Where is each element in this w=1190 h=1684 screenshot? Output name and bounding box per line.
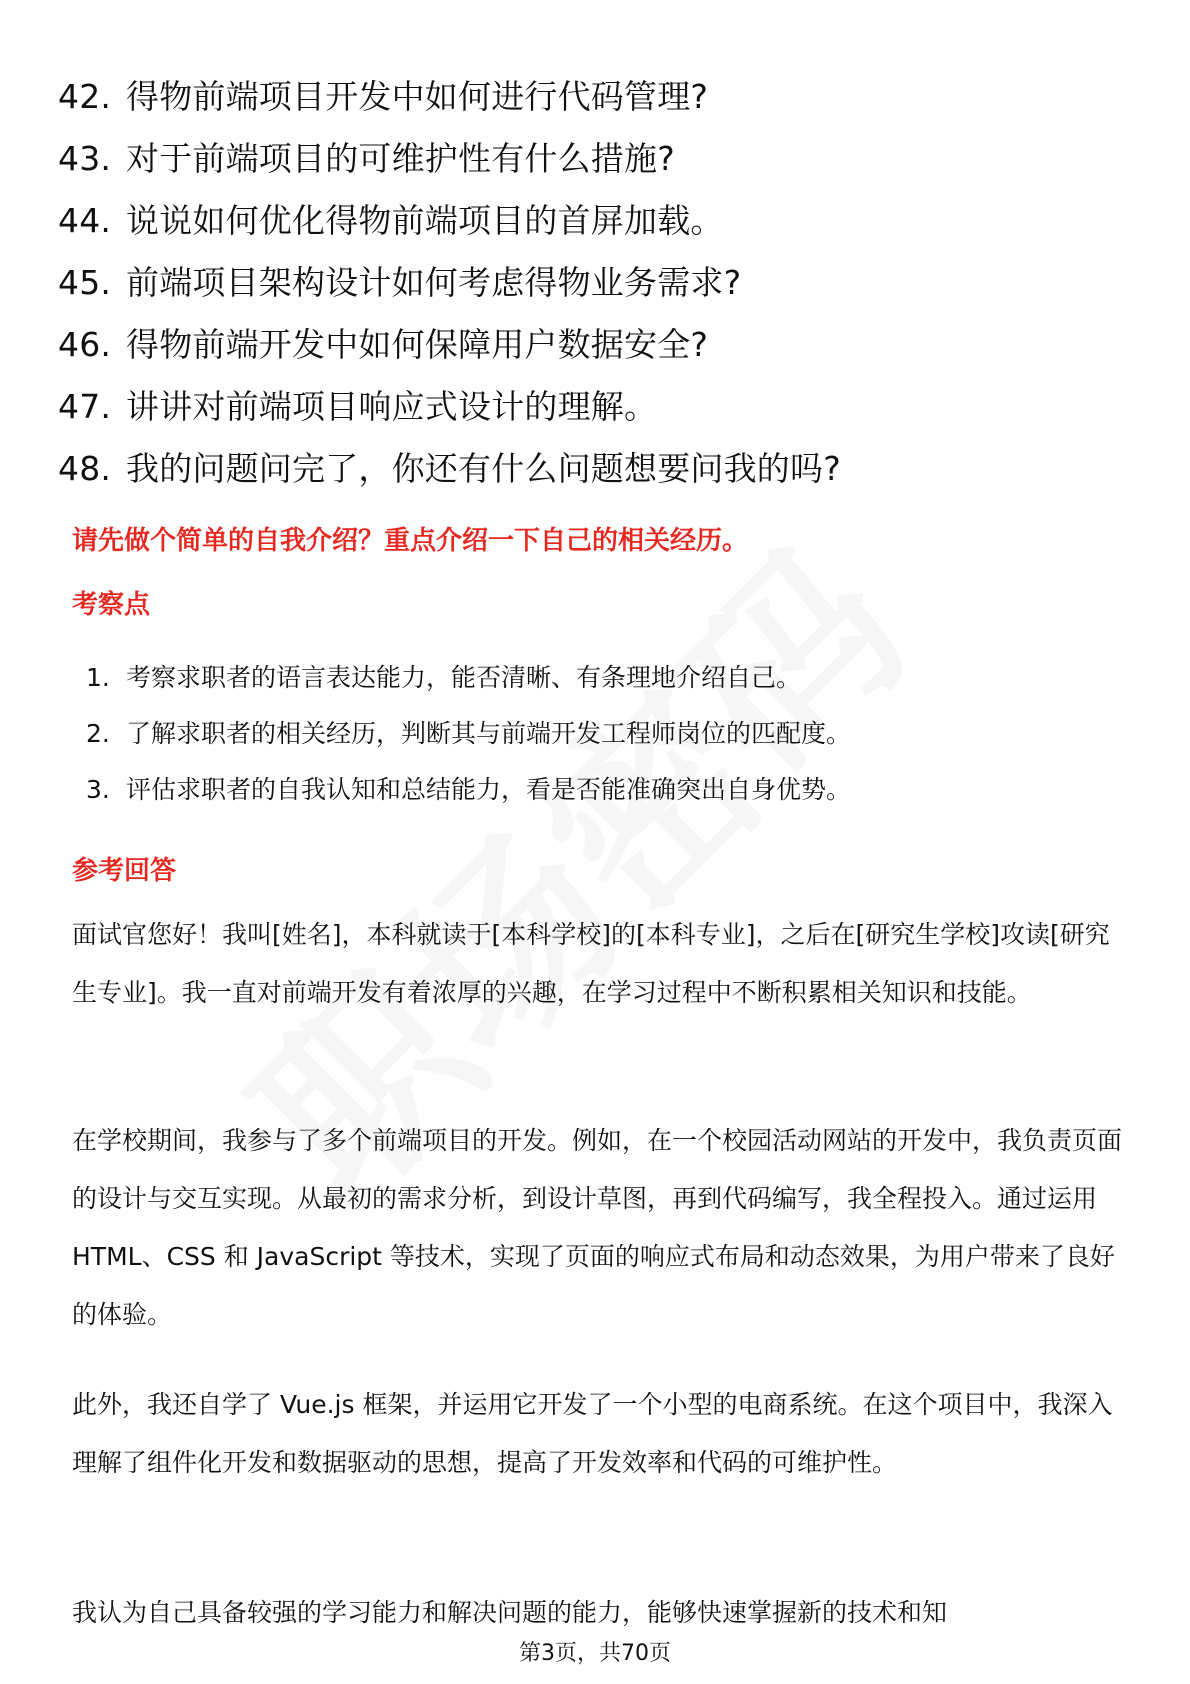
question-number: 48. — [58, 449, 112, 488]
question-text: 得物前端开发中如何保障用户数据安全? — [126, 325, 709, 364]
question-number: 43. — [58, 139, 112, 178]
list-item — [86, 650, 851, 706]
list-item — [58, 190, 841, 252]
list-item — [58, 66, 841, 128]
focus-points-list — [86, 650, 851, 818]
answer-paragraph: 我认为自己具备较强的学习能力和解决问题的能力，能够快速掌握新的技术和知 — [72, 1598, 948, 1627]
list-item — [58, 314, 841, 376]
question-number: 44. — [58, 201, 112, 240]
question-text: 讲讲对前端项目响应式设计的理解。 — [126, 387, 658, 426]
page-footer: 第3页，共70页 — [519, 1641, 671, 1666]
question-text: 前端项目架构设计如何考虑得物业务需求? — [126, 263, 742, 302]
question-text: 我的问题问完了，你还有什么问题想要问我的吗? — [126, 449, 841, 488]
question-number: 45. — [58, 263, 112, 302]
point-number: 1. — [86, 663, 110, 692]
list-item — [58, 128, 841, 190]
list-item — [86, 762, 851, 818]
reference-answer-heading: 参考回答 — [72, 856, 177, 886]
interview-question-title: 请先做个简单的自我介绍？重点介绍一下自己的相关经历。 — [72, 526, 749, 556]
question-text: 对于前端项目的可维护性有什么措施? — [126, 139, 675, 178]
focus-points-heading: 考察点 — [72, 590, 151, 620]
list-item — [58, 376, 841, 438]
list-item — [58, 438, 841, 500]
question-text: 说说如何优化得物前端项目的首屏加载。 — [126, 201, 724, 240]
point-text: 考察求职者的语言表达能力，能否清晰、有条理地介绍自己。 — [126, 663, 802, 692]
list-item — [86, 706, 851, 762]
point-text: 评估求职者的自我认知和总结能力，看是否能准确突出自身优势。 — [126, 775, 852, 804]
question-number: 47. — [58, 387, 112, 426]
question-number: 46. — [58, 325, 112, 364]
answer-paragraph: 在学校期间，我参与了多个前端项目的开发。例如，在一个校园活动网站的开发中，我负责页面的设计与交互实现。从最初的需求分析，到设计草图，再到代码编写，我全程投入。通过运用 HTML、CSS 和 JavaScript 等技术，实现了页面的响应式布局和动态效果，为用户带来了良好的体验。 — [72, 1126, 1123, 1329]
point-number: 3. — [86, 775, 110, 804]
point-text: 了解求职者的相关经历，判断其与前端开发工程师岗位的匹配度。 — [126, 719, 852, 748]
list-item — [58, 252, 841, 314]
question-number: 42. — [58, 77, 112, 116]
answer-paragraph: 面试官您好！我叫[姓名]，本科就读于[本科学校]的[本科专业]，之后在[研究生学校]攻读[研究生专业]。我一直对前端开发有着浓厚的兴趣，在学习过程中不断积累相关知识和技能。 — [72, 920, 1110, 1007]
question-list — [58, 66, 841, 500]
point-number: 2. — [86, 719, 110, 748]
question-text: 得物前端项目开发中如何进行代码管理? — [126, 77, 709, 116]
answer-paragraph: 此外，我还自学了 Vue.js 框架，并运用它开发了一个小型的电商系统。在这个项目中，我深入理解了组件化开发和数据驱动的思想，提高了开发效率和代码的可维护性。 — [72, 1390, 1113, 1477]
